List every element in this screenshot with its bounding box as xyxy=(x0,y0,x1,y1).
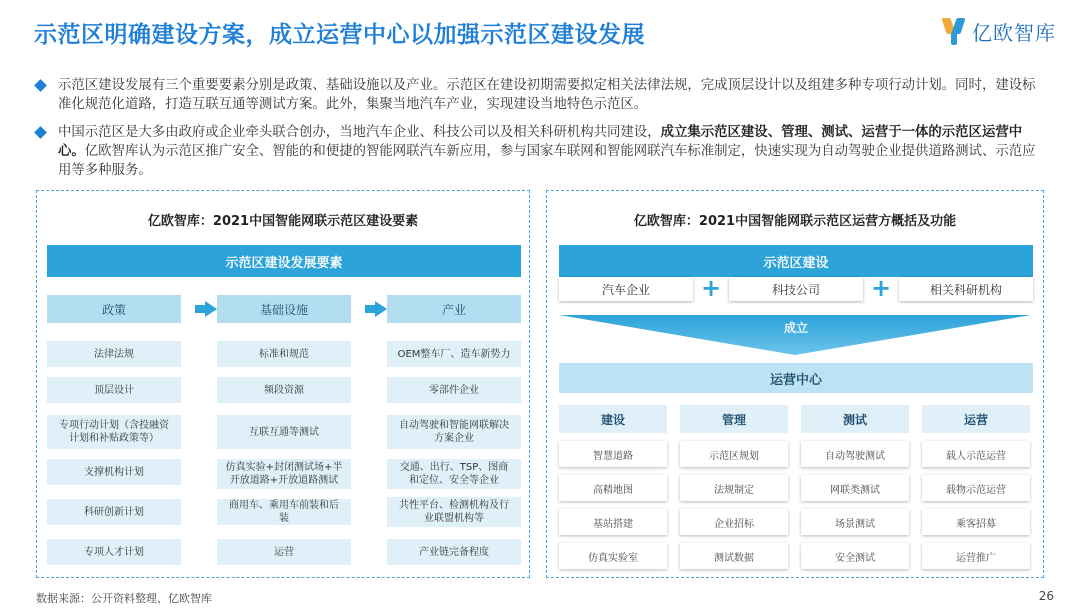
list-item: 零部件企业 xyxy=(387,377,521,403)
page-number: 26 xyxy=(1038,589,1054,603)
bullet-text-bold: 成立集示范区建设、管理、测试、运营于一体的示范区运营中心。 xyxy=(58,125,1023,159)
plus-icon: + xyxy=(701,274,722,302)
list-item: 智慧道路 xyxy=(559,441,667,467)
list-item: 科研创新计划 xyxy=(47,499,181,525)
list-item: 自动驾驶测试 xyxy=(801,441,909,467)
column-head-policy: 政策 xyxy=(47,295,181,323)
left-banner: 示范区建设发展要素 xyxy=(47,245,521,277)
page-title: 示范区明确建设方案，成立运营中心以加强示范区建设发展 xyxy=(34,22,645,48)
list-item: 产业链完备程度 xyxy=(387,539,521,565)
list-item: 频段资源 xyxy=(217,377,351,403)
list-item: 法规制定 xyxy=(680,475,788,501)
participant-research-institutes: 相关科研机构 xyxy=(899,277,1033,301)
list-item: 仿真实验室 xyxy=(559,543,667,569)
bullet-text-post: 亿欧智库认为示范区推广安全、智能的和便捷的智能网联汽车新应用，参与国家车联网和智能网联汽车标准制定，快速实现为自动驾驶企业提供道路测试、示范应用等多种服务。 xyxy=(58,144,1036,178)
list-item: 标准和规范 xyxy=(217,341,351,367)
plus-icon: + xyxy=(871,274,892,302)
diamond-bullet-icon xyxy=(34,126,47,139)
list-item: 高精地图 xyxy=(559,475,667,501)
list-item: 示范区规划 xyxy=(680,441,788,467)
list-item: 共性平台、检测机构及行业联盟机构等 xyxy=(387,497,521,527)
left-panel-title: 亿欧智库：2021中国智能网联示范区建设要素 xyxy=(147,214,419,229)
bullet-item xyxy=(34,76,1044,114)
bullet-text-pre: 中国示范区是大多由政府或企业牵头联合创办，当地汽车企业、科技公司以及相关科研机构共同建设， xyxy=(58,125,661,140)
list-item: 载物示范运营 xyxy=(922,475,1030,501)
column-head-industry: 产业 xyxy=(387,295,521,323)
arrow-right-icon xyxy=(375,301,387,317)
list-item: 运营 xyxy=(217,539,351,565)
operation-center: 运营中心 xyxy=(559,363,1033,393)
list-item: 企业招标 xyxy=(680,509,788,535)
column-head-operation: 运营 xyxy=(922,405,1030,433)
column-head-testing: 测试 xyxy=(801,405,909,433)
funnel-label: 成立 xyxy=(783,321,808,335)
list-item: 安全测试 xyxy=(801,543,909,569)
list-item: 基站搭建 xyxy=(559,509,667,535)
column-head-construction: 建设 xyxy=(559,405,667,433)
list-item: 仿真实验+封闭测试场+半开放道路+开放道路测试 xyxy=(217,459,351,489)
list-item: 测试数据 xyxy=(680,543,788,569)
diamond-bullet-icon xyxy=(34,79,47,92)
source-note: 数据来源：公开资料整理、亿欧智库 xyxy=(36,592,212,605)
list-item: 法律法规 xyxy=(47,341,181,367)
list-item: 专项人才计划 xyxy=(47,539,181,565)
logo-text: 亿欧智库 xyxy=(972,20,1056,45)
right-panel-title: 亿欧智库：2021中国智能网联示范区运营方概括及功能 xyxy=(633,214,957,229)
list-item: 乘客招募 xyxy=(922,509,1030,535)
list-item: 网联类测试 xyxy=(801,475,909,501)
right-panel xyxy=(546,190,1044,578)
bullet-item xyxy=(34,123,1044,180)
column-head-management: 管理 xyxy=(680,405,788,433)
list-item: 运营推广 xyxy=(922,543,1030,569)
bullet-text: 示范区建设发展有三个重要要素分别是政策、基础设施以及产业。示范区在建设初期需要拟定相关法律法规，完成顶层设计以及组建多种专项行动计划。同时，建设标准化规范化道路，打造互联互通等测试方案。此外，集聚当地汽车产业，实现建设当地特色示范区。 xyxy=(58,78,1036,112)
list-item: 交通、出行、TSP、图商和定位、安全等企业 xyxy=(387,459,521,489)
list-item: 载人示范运营 xyxy=(922,441,1030,467)
arrow-right-icon xyxy=(205,301,217,317)
participant-tech-companies: 科技公司 xyxy=(729,277,863,301)
bullet-list xyxy=(34,76,1044,189)
list-item: 支撑机构计划 xyxy=(47,459,181,485)
list-item: 专项行动计划（含投融资计划和补贴政策等） xyxy=(47,415,181,449)
list-item: 自动驾驶和智能网联解决方案企业 xyxy=(387,415,521,449)
right-banner: 示范区建设 xyxy=(559,245,1033,277)
logo xyxy=(942,16,1056,46)
logo-icon xyxy=(942,16,966,46)
list-item: 场景测试 xyxy=(801,509,909,535)
list-item: OEM整车厂、造车新势力 xyxy=(387,341,521,367)
list-item: 顶层设计 xyxy=(47,377,181,403)
left-panel xyxy=(36,190,530,578)
list-item: 互联互通等测试 xyxy=(217,415,351,449)
participant-car-companies: 汽车企业 xyxy=(559,277,693,301)
column-head-infrastructure: 基础设施 xyxy=(217,295,351,323)
list-item: 商用车、乘用车前装和后装 xyxy=(217,499,351,525)
